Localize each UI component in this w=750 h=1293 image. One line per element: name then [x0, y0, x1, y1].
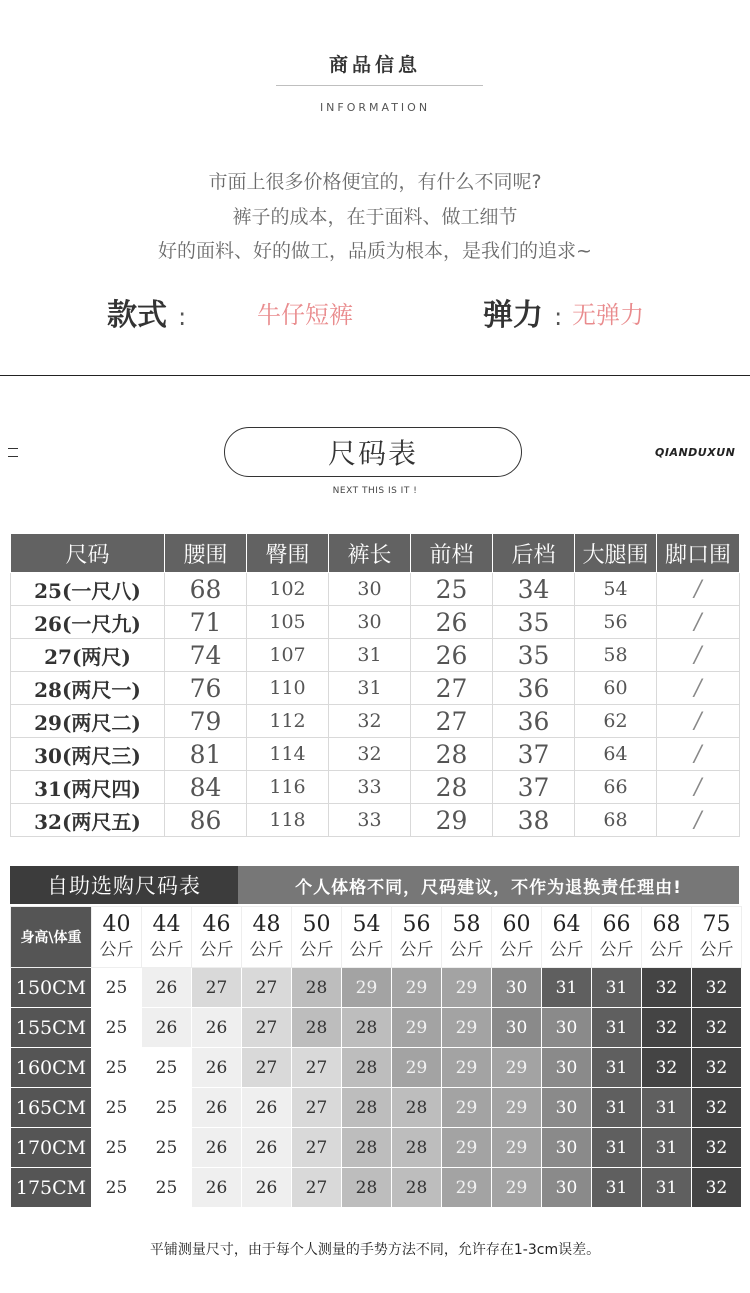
table-row [11, 771, 740, 804]
size-cell: 28 [342, 1088, 392, 1128]
cell-front-rise: 28 [411, 738, 493, 771]
selection-note: 个人体格不同，尺码建议，不作为退换责任理由! [238, 866, 739, 904]
weight-header [142, 907, 192, 968]
cell-hip: 114 [247, 738, 329, 771]
header-hip: 臀围 [247, 534, 329, 573]
cell-hip: 110 [247, 672, 329, 705]
height-label: 160CM [11, 1048, 92, 1088]
size-table-header [11, 534, 740, 573]
size-cell: 27 [292, 1168, 342, 1208]
weight-unit: 公斤 [199, 940, 234, 960]
size-cell: 26 [192, 1048, 242, 1088]
weight-value: 64 [552, 912, 581, 937]
size-cell: 25 [92, 1168, 142, 1208]
header-back-rise: 后档 [493, 534, 575, 573]
cell-back-rise: 38 [493, 804, 575, 837]
size-cell: 27 [292, 1088, 342, 1128]
selection-table [10, 906, 742, 1208]
size-cell: 29 [492, 1128, 542, 1168]
size-chart-title: 尺码表 [224, 427, 522, 477]
cell-back-rise: 34 [493, 573, 575, 606]
size-cell: 30 [542, 1168, 592, 1208]
weight-header [192, 907, 242, 968]
cell-thigh: 58 [575, 639, 657, 672]
elastic-colon: : [554, 303, 563, 331]
weight-value: 60 [502, 912, 531, 937]
info-line-1: 市面上很多价格便宜的，有什么不同呢? [208, 171, 542, 193]
cell-size: 29(两尺二) [11, 705, 165, 738]
weight-unit: 公斤 [299, 940, 334, 960]
cell-front-rise: 28 [411, 771, 493, 804]
cell-back-rise: 37 [493, 771, 575, 804]
cell-waist: 86 [165, 804, 247, 837]
size-cell: 26 [242, 1088, 292, 1128]
cell-leg-opening: / [657, 573, 740, 606]
weight-header [392, 907, 442, 968]
size-cell: 25 [142, 1128, 192, 1168]
weight-unit: 公斤 [499, 940, 534, 960]
size-cell: 25 [142, 1168, 192, 1208]
next-caption: NEXT THIS IS IT ! [332, 486, 418, 496]
weight-header [242, 907, 292, 968]
cell-front-rise: 26 [411, 606, 493, 639]
weight-unit: 公斤 [699, 940, 734, 960]
cell-hip: 107 [247, 639, 329, 672]
size-cell: 26 [142, 1008, 192, 1048]
header-length: 裤长 [329, 534, 411, 573]
size-cell: 31 [542, 968, 592, 1008]
elastic-label: 弹力 [483, 298, 543, 333]
size-cell: 28 [392, 1168, 442, 1208]
style-attribute [107, 290, 186, 334]
size-cell: 31 [642, 1088, 692, 1128]
info-line-3: 好的面料、好的做工，品质为根本，是我们的追求~ [158, 240, 592, 262]
size-cell: 29 [442, 968, 492, 1008]
cell-waist: 84 [165, 771, 247, 804]
cell-size: 28(两尺一) [11, 672, 165, 705]
cell-hip: 118 [247, 804, 329, 837]
style-value: 牛仔短裤 [257, 301, 353, 329]
size-cell: 28 [342, 1048, 392, 1088]
height-label: 155CM [11, 1008, 92, 1048]
cell-back-rise: 35 [493, 639, 575, 672]
weight-header [642, 907, 692, 968]
size-cell: 29 [442, 1088, 492, 1128]
size-cell: 30 [542, 1048, 592, 1088]
table-row [11, 705, 740, 738]
weight-header [342, 907, 392, 968]
weight-header [92, 907, 142, 968]
size-cell: 29 [492, 1168, 542, 1208]
style-colon: : [178, 303, 187, 331]
size-cell: 29 [442, 1008, 492, 1048]
cell-front-rise: 29 [411, 804, 493, 837]
size-cell: 29 [392, 968, 442, 1008]
table-row [11, 1088, 742, 1128]
table-row [11, 1048, 742, 1088]
header-front-rise: 前档 [411, 534, 493, 573]
cell-thigh: 60 [575, 672, 657, 705]
size-cell: 29 [342, 968, 392, 1008]
weight-value: 68 [652, 912, 681, 937]
height-label: 150CM [11, 968, 92, 1008]
size-cell: 31 [592, 1008, 642, 1048]
cell-hip: 116 [247, 771, 329, 804]
footnote: 平铺测量尺寸，由于每个人测量的手势方法不同，允许存在1-3cm误差。 [149, 1242, 601, 1258]
menu-icon [8, 448, 18, 457]
weight-header [592, 907, 642, 968]
size-cell: 31 [592, 1168, 642, 1208]
cell-length: 30 [329, 573, 411, 606]
cell-thigh: 54 [575, 573, 657, 606]
weight-unit: 公斤 [449, 940, 484, 960]
size-cell: 31 [592, 1088, 642, 1128]
size-cell: 30 [492, 968, 542, 1008]
size-cell: 26 [192, 1128, 242, 1168]
size-cell: 31 [642, 1128, 692, 1168]
size-cell: 32 [692, 1128, 742, 1168]
weight-header [292, 907, 342, 968]
weight-unit: 公斤 [549, 940, 584, 960]
size-table [10, 533, 740, 837]
size-cell: 27 [292, 1128, 342, 1168]
cell-leg-opening: / [657, 639, 740, 672]
size-cell: 26 [142, 968, 192, 1008]
cell-waist: 71 [165, 606, 247, 639]
size-cell: 29 [492, 1048, 542, 1088]
header-waist: 腰围 [165, 534, 247, 573]
weight-unit: 公斤 [599, 940, 634, 960]
style-label: 款式 [107, 298, 167, 333]
size-cell: 27 [242, 1048, 292, 1088]
cell-hip: 105 [247, 606, 329, 639]
size-cell: 29 [442, 1048, 492, 1088]
table-row [11, 573, 740, 606]
size-cell: 30 [542, 1008, 592, 1048]
cell-leg-opening: / [657, 606, 740, 639]
height-label: 165CM [11, 1088, 92, 1128]
size-cell: 32 [642, 1008, 692, 1048]
weight-unit: 公斤 [349, 940, 384, 960]
cell-waist: 68 [165, 573, 247, 606]
cell-length: 33 [329, 771, 411, 804]
size-cell: 28 [342, 1128, 392, 1168]
size-cell: 25 [92, 1088, 142, 1128]
header-thigh: 大腿围 [575, 534, 657, 573]
cell-thigh: 66 [575, 771, 657, 804]
weight-value: 56 [402, 912, 431, 937]
cell-thigh: 64 [575, 738, 657, 771]
cell-thigh: 62 [575, 705, 657, 738]
size-cell: 26 [242, 1128, 292, 1168]
size-cell: 27 [242, 968, 292, 1008]
weight-unit: 公斤 [399, 940, 434, 960]
cell-front-rise: 26 [411, 639, 493, 672]
selection-header-row [11, 907, 742, 968]
cell-length: 31 [329, 639, 411, 672]
weight-unit: 公斤 [99, 940, 134, 960]
weight-value: 40 [102, 912, 131, 937]
size-cell: 32 [692, 968, 742, 1008]
size-cell: 25 [92, 1128, 142, 1168]
cell-length: 33 [329, 804, 411, 837]
corner-label: 身高\体重 [11, 907, 92, 968]
cell-hip: 102 [247, 573, 329, 606]
size-cell: 31 [592, 968, 642, 1008]
cell-size: 27(两尺) [11, 639, 165, 672]
cell-length: 31 [329, 672, 411, 705]
cell-leg-opening: / [657, 672, 740, 705]
table-row [11, 1008, 742, 1048]
title-underline [276, 85, 483, 86]
cell-front-rise: 27 [411, 705, 493, 738]
cell-waist: 76 [165, 672, 247, 705]
size-cell: 32 [642, 968, 692, 1008]
table-row [11, 672, 740, 705]
size-cell: 32 [692, 1008, 742, 1048]
cell-length: 32 [329, 705, 411, 738]
cell-front-rise: 27 [411, 672, 493, 705]
info-line-2: 裤子的成本，在于面料、做工细节 [232, 206, 518, 228]
size-cell: 30 [492, 1008, 542, 1048]
cell-length: 32 [329, 738, 411, 771]
size-cell: 28 [392, 1088, 442, 1128]
size-cell: 29 [442, 1128, 492, 1168]
weight-value: 75 [702, 912, 731, 937]
weight-header [442, 907, 492, 968]
size-cell: 28 [292, 968, 342, 1008]
weight-unit: 公斤 [149, 940, 184, 960]
cell-waist: 81 [165, 738, 247, 771]
cell-leg-opening: / [657, 705, 740, 738]
selection-title: 自助选购尺码表 [10, 866, 238, 904]
size-cell: 27 [242, 1008, 292, 1048]
table-row [11, 1128, 742, 1168]
size-cell: 27 [192, 968, 242, 1008]
size-cell: 29 [392, 1008, 442, 1048]
header-size: 尺码 [11, 534, 165, 573]
info-subtitle: INFORMATION [319, 101, 431, 114]
size-cell: 28 [392, 1128, 442, 1168]
cell-front-rise: 25 [411, 573, 493, 606]
table-row [11, 968, 742, 1008]
selection-banner [10, 866, 739, 904]
cell-leg-opening: / [657, 804, 740, 837]
weight-unit: 公斤 [649, 940, 684, 960]
size-cell: 30 [542, 1088, 592, 1128]
cell-back-rise: 37 [493, 738, 575, 771]
size-cell: 32 [692, 1048, 742, 1088]
size-cell: 25 [92, 968, 142, 1008]
height-label: 175CM [11, 1168, 92, 1208]
weight-value: 58 [452, 912, 481, 937]
size-cell: 25 [142, 1088, 192, 1128]
weight-value: 48 [252, 912, 281, 937]
cell-leg-opening: / [657, 738, 740, 771]
size-cell: 28 [292, 1008, 342, 1048]
weight-value: 50 [302, 912, 331, 937]
cell-thigh: 68 [575, 804, 657, 837]
size-cell: 26 [192, 1008, 242, 1048]
weight-value: 46 [202, 912, 231, 937]
cell-waist: 74 [165, 639, 247, 672]
size-cell: 29 [392, 1048, 442, 1088]
size-cell: 27 [292, 1048, 342, 1088]
weight-value: 44 [152, 912, 181, 937]
cell-back-rise: 36 [493, 705, 575, 738]
height-label: 170CM [11, 1128, 92, 1168]
size-cell: 29 [492, 1088, 542, 1128]
size-cell: 28 [342, 1168, 392, 1208]
section-divider [0, 375, 750, 376]
size-cell: 25 [92, 1048, 142, 1088]
brand-logo: QIANDUXUN [655, 446, 736, 459]
cell-back-rise: 35 [493, 606, 575, 639]
size-cell: 30 [542, 1128, 592, 1168]
cell-size: 31(两尺四) [11, 771, 165, 804]
table-row [11, 639, 740, 672]
elastic-attribute [483, 290, 562, 334]
weight-header [492, 907, 542, 968]
cell-length: 30 [329, 606, 411, 639]
cell-thigh: 56 [575, 606, 657, 639]
size-cell: 32 [642, 1048, 692, 1088]
size-cell: 25 [142, 1048, 192, 1088]
size-cell: 31 [642, 1168, 692, 1208]
header-leg-opening: 脚口围 [657, 534, 740, 573]
table-row [11, 1168, 742, 1208]
cell-waist: 79 [165, 705, 247, 738]
size-cell: 26 [192, 1088, 242, 1128]
cell-size: 30(两尺三) [11, 738, 165, 771]
table-row [11, 804, 740, 837]
weight-header [542, 907, 592, 968]
weight-header [692, 907, 742, 968]
weight-value: 66 [602, 912, 631, 937]
cell-size: 25(一尺八) [11, 573, 165, 606]
size-cell: 31 [592, 1048, 642, 1088]
size-cell: 28 [342, 1008, 392, 1048]
cell-back-rise: 36 [493, 672, 575, 705]
size-cell: 26 [242, 1168, 292, 1208]
weight-unit: 公斤 [249, 940, 284, 960]
size-cell: 32 [692, 1088, 742, 1128]
cell-leg-opening: / [657, 771, 740, 804]
weight-value: 54 [352, 912, 381, 937]
info-title: 商品信息 [328, 54, 421, 76]
cell-size: 26(一尺九) [11, 606, 165, 639]
size-cell: 29 [442, 1168, 492, 1208]
cell-size: 32(两尺五) [11, 804, 165, 837]
size-cell: 31 [592, 1128, 642, 1168]
elastic-value: 无弹力 [572, 301, 644, 329]
table-row [11, 606, 740, 639]
size-cell: 26 [192, 1168, 242, 1208]
table-row [11, 738, 740, 771]
size-cell: 25 [92, 1008, 142, 1048]
size-cell: 32 [692, 1168, 742, 1208]
cell-hip: 112 [247, 705, 329, 738]
